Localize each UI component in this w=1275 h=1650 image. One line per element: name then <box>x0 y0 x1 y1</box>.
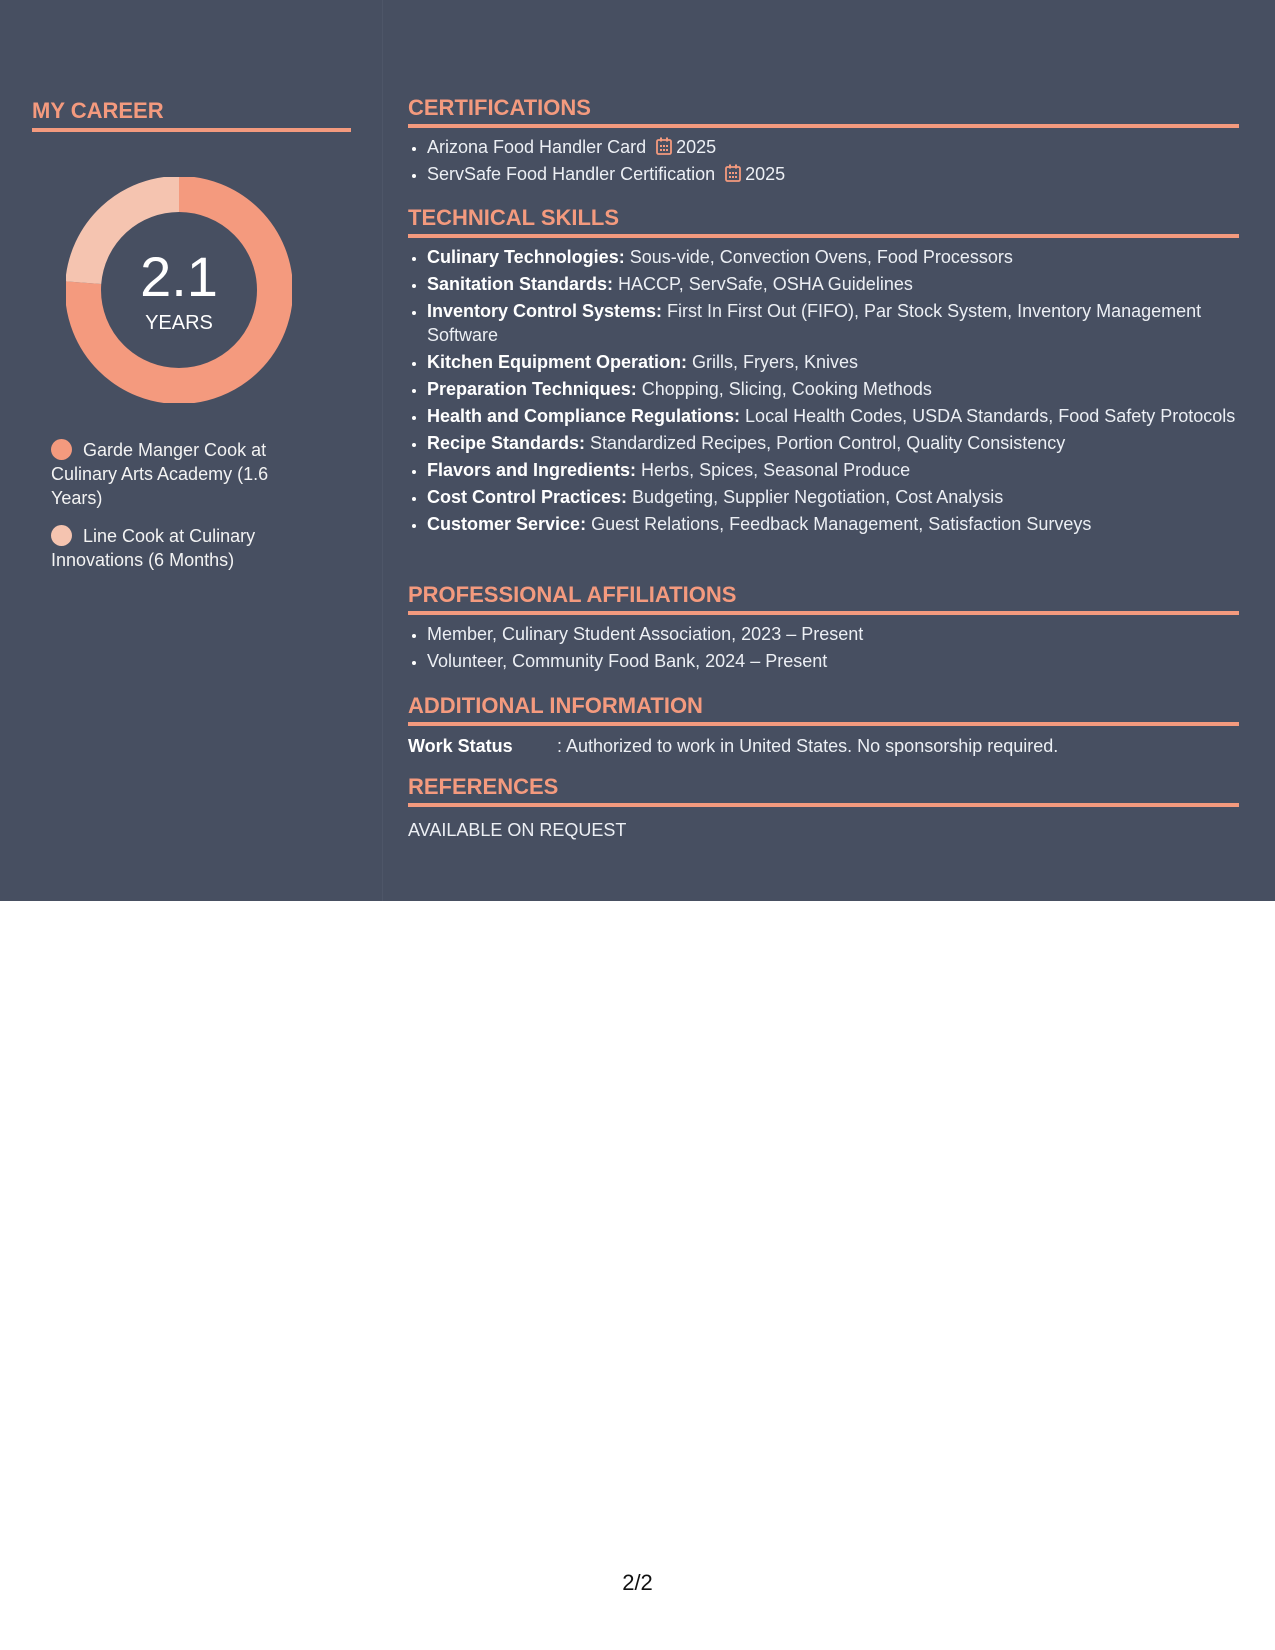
list-item <box>427 299 1239 347</box>
skill-label: Inventory Control Systems: <box>427 301 663 321</box>
list-item: • Volunteer, Community Food Bank, 2024 – Present <box>427 649 1239 673</box>
list-item <box>427 272 1239 296</box>
skill-text: Local Health Codes, USDA Standards, Food Safety Protocols <box>740 406 1236 426</box>
skill-text: Sous-vide, Convection Ovens, Food Processors <box>624 247 1013 267</box>
list-item <box>427 350 1239 374</box>
references-heading: REFERENCES <box>408 774 1239 807</box>
certification-year: 2025 <box>676 137 717 157</box>
skill-text: Guest Relations, Feedback Management, Satisfaction Surveys <box>586 514 1092 534</box>
skill-label: Preparation Techniques: <box>427 379 637 399</box>
skill-text: Budgeting, Supplier Negotiation, Cost Analysis <box>627 487 1004 507</box>
skill-label: Culinary Technologies: <box>427 247 625 267</box>
legend-item-line-cook <box>51 524 301 572</box>
work-status-label: Work Status <box>408 736 513 756</box>
main-column <box>383 0 1275 901</box>
certification-name: ServSafe Food Handler Certification <box>427 164 716 184</box>
career-heading: MY CAREER <box>32 98 351 132</box>
certifications-heading: CERTIFICATIONS <box>408 95 1239 128</box>
certification-name: Arizona Food Handler Card <box>427 137 647 157</box>
certifications-section <box>408 95 1239 189</box>
list-item: • Member, Culinary Student Association, 2023 – Present <box>427 622 1239 646</box>
career-years-unit: YEARS <box>145 312 213 334</box>
calendar-icon <box>725 164 741 182</box>
career-donut-chart <box>66 177 292 403</box>
skill-text: First In First Out (FIFO), Par Stock System, Inventory Management Software <box>427 301 1202 345</box>
references-section <box>408 774 1239 842</box>
list-item <box>427 135 1239 159</box>
affiliations-section <box>408 582 1239 676</box>
list-item <box>427 485 1239 509</box>
skill-label: Recipe Standards: <box>427 433 586 453</box>
list-item <box>427 162 1239 186</box>
legend-dot <box>51 525 72 546</box>
additional-info-section <box>408 693 1239 758</box>
certification-year: 2025 <box>745 164 786 184</box>
skill-label: Flavors and Ingredients: <box>427 460 637 480</box>
additional-info-heading: ADDITIONAL INFORMATION <box>408 693 1239 726</box>
skill-text: Chopping, Slicing, Cooking Methods <box>636 379 932 399</box>
work-status-value: : Authorized to work in United States. No sponsorship required. <box>557 736 1059 756</box>
work-status-row <box>408 734 1239 758</box>
list-item <box>427 458 1239 482</box>
references-text: AVAILABLE ON REQUEST <box>408 820 627 840</box>
legend-label: Line Cook at Culinary Innovations (6 Months) <box>51 526 256 570</box>
legend-label: Garde Manger Cook at Culinary Arts Academy (1.6 Years) <box>51 440 269 508</box>
calendar-icon <box>656 137 672 155</box>
page-number: 2/2 <box>622 1570 653 1595</box>
affiliations-heading: PROFESSIONAL AFFILIATIONS <box>408 582 1239 615</box>
skill-label: Sanitation Standards: <box>427 274 614 294</box>
skill-text: Standardized Recipes, Portion Control, Quality Consistency <box>585 433 1066 453</box>
skill-text: Herbs, Spices, Seasonal Produce <box>636 460 911 480</box>
legend-item-garde-manger <box>51 438 301 510</box>
legend-dot <box>51 439 72 460</box>
list-item <box>427 245 1239 269</box>
skill-label: Kitchen Equipment Operation: <box>427 352 688 372</box>
list-item <box>427 404 1239 428</box>
sidebar <box>0 0 383 901</box>
skill-text: HACCP, ServSafe, OSHA Guidelines <box>613 274 913 294</box>
skill-label: Cost Control Practices: <box>427 487 628 507</box>
skill-text: Grills, Fryers, Knives <box>687 352 859 372</box>
skill-label: Customer Service: <box>427 514 587 534</box>
list-item <box>427 431 1239 455</box>
career-total-years: 2.1 <box>140 245 218 308</box>
list-item <box>427 512 1239 536</box>
affiliations-list <box>408 622 1239 673</box>
list-item <box>427 377 1239 401</box>
career-legend <box>51 438 301 586</box>
certifications-list <box>408 135 1239 186</box>
technical-skills-list <box>408 245 1239 536</box>
technical-skills-section <box>408 205 1239 539</box>
technical-skills-heading: TECHNICAL SKILLS <box>408 205 1239 238</box>
skill-label: Health and Compliance Regulations: <box>427 406 741 426</box>
